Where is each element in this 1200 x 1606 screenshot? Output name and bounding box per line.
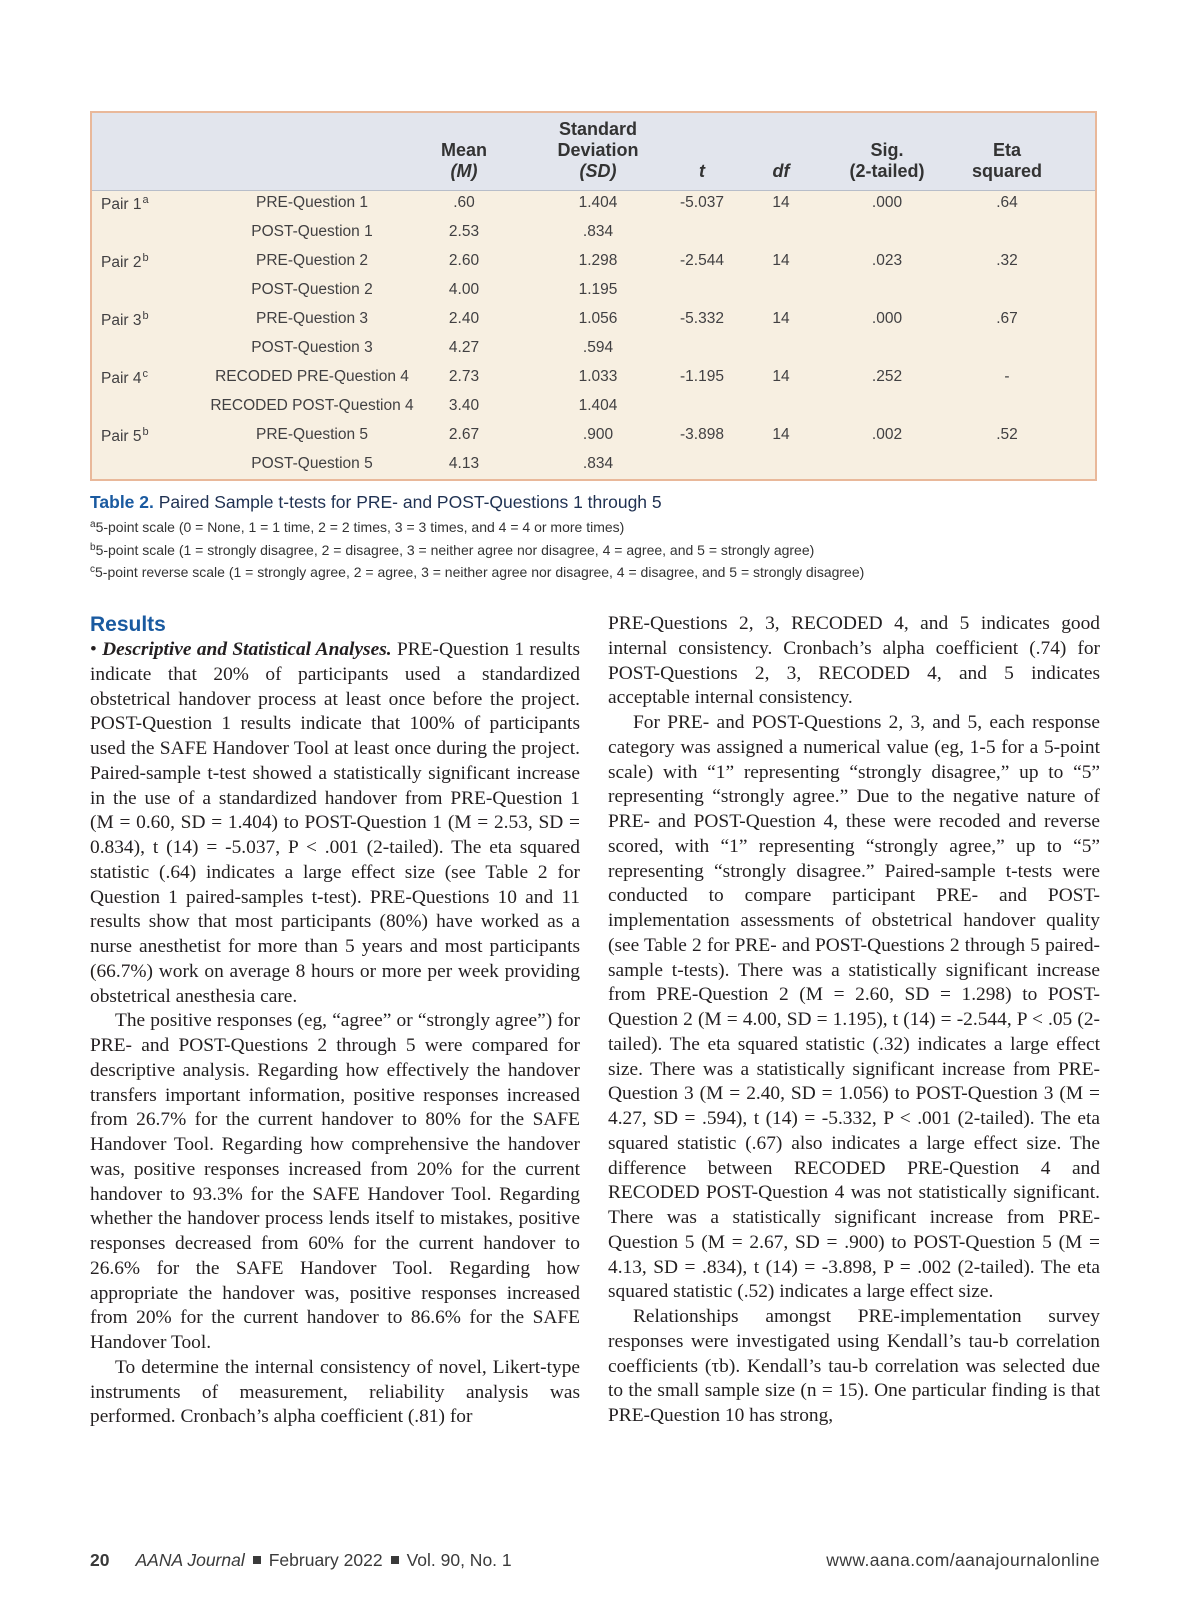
sd-cell: 1.195 <box>578 281 618 298</box>
header-sd-line1: Standard <box>558 119 637 139</box>
table-row <box>92 219 1095 248</box>
sig-cell: .252 <box>871 368 903 385</box>
pair-label <box>101 455 102 475</box>
eta-cell: - <box>1004 368 1010 385</box>
sd-cell: .834 <box>582 455 614 472</box>
caption-text: Paired Sample t-tests for PRE- and POST-Questions 1 through 5 <box>158 492 662 512</box>
footnote-b: $^b$5-point scale (1 = strongly disagree, 2 = disagree, 3 = neither agree nor disagree, 4 = agree, and 5 = strongly agree) <box>90 541 815 558</box>
journal-url[interactable]: www.aana.com/aanajournalonline <box>826 1550 1100 1570</box>
section-title: Results <box>90 613 166 636</box>
eta-cell: .32 <box>996 252 1018 269</box>
data-table <box>90 111 1097 481</box>
item-cell: POST-Question 5 <box>251 455 373 472</box>
df-cell: 14 <box>772 194 790 211</box>
pair-label: Pair 1$^a$ <box>101 194 149 213</box>
table-row <box>92 306 1095 335</box>
right-column <box>608 612 1100 1429</box>
item-cell: RECODED POST-Question 4 <box>210 397 414 414</box>
pair-label: Pair 2$^b$ <box>101 252 149 271</box>
item-cell: POST-Question 1 <box>251 223 373 240</box>
paragraph: PRE-Questions 2, 3, RECODED 4, and 5 indicates good internal consistency. Cronbach’s alpha coefficient (.74) for POST-Questions 2, 3, RECODED 4, and 5 indicates acceptable internal consistency. <box>608 613 1100 709</box>
paragraph: For PRE- and POST-Questions 2, 3, and 5, each response category was assigned a numerical value (eg, 1-5 for a 5-point scale) with “1” representing “strongly disagree,” up to “5” representing “strongly agree.” Due to the negative nature of PRE- and POST-Question 4, these were recoded and reverse scored, with “1” representing “strongly agree,” up to “5” representing “strongly disagree.” Paired-sample t-tests were conducted to compare participant PRE- and POST-implementation assessments of obstetrical handover quality (see Table 2 for PRE- and POST-Questions 2 through 5 paired-sample t-tests). There was a statistically significant increase from PRE-Question 2 (M = 2.60, SD = 1.298) to POST-Question 2 (M = 4.00, SD = 1.195), t (14) = -2.544, P < .05 (2-tailed). The eta squared statistic (.32) indicates a large effect size. There was a statistically significant increase from PRE-Question 3 (M = 2.40, SD = 1.056) to POST-Question 3 (M = 4.27, SD = .594), t (14) = -5.332, P < .001 (2-tailed). The eta squared statistic (.67) also indicates a large effect size. The difference between RECODED PRE-Question 4 and RECODED POST-Question 4 was not statistically significant. There was a statistically significant increase from PRE-Question 5 (M = 2.67, SD = .900) to POST-Question 5 (M = 4.13, SD = .834), t (14) = -3.898, P = .002 (2-tailed). The eta squared statistic (.52) indicates a large effect size. <box>608 712 1100 1303</box>
journal-name: AANA Journal <box>135 1550 245 1570</box>
sd-cell: 1.404 <box>578 397 618 414</box>
caption-label: Table 2. <box>90 492 154 512</box>
sd-cell: 1.404 <box>578 194 618 211</box>
df-cell: 14 <box>772 426 790 443</box>
item-cell: PRE-Question 5 <box>256 426 368 443</box>
table-row <box>92 364 1095 393</box>
df-cell: 14 <box>772 310 790 327</box>
table-row <box>92 422 1095 451</box>
sd-cell: .900 <box>582 426 614 443</box>
table-row <box>92 451 1095 480</box>
square-bullet-icon <box>253 1556 261 1564</box>
header-mean-symbol: (M) <box>450 161 478 181</box>
sd-cell: 1.056 <box>578 310 618 327</box>
table-row <box>92 277 1095 306</box>
t-cell: -1.195 <box>680 368 724 385</box>
mean-cell: 3.40 <box>448 397 480 414</box>
mean-cell: 2.40 <box>448 310 480 327</box>
header-mean <box>419 140 509 182</box>
header-t: t <box>699 161 705 181</box>
issue-date: February 2022 <box>268 1550 383 1570</box>
header-eta-line2: squared <box>971 161 1043 181</box>
paragraph: The positive responses (eg, “agree” or “strongly agree”) for PRE- and POST-Questions 2 through 5 were compared for descriptive analysis. Regarding how effectively the handover transfers important information, positive responses increased from 26.7% for the current handover to 80% for the SAFE Handover Tool. Regarding how comprehensive the handover was, positive responses increased from 20% for the current handover to 93.3% for the SAFE Handover Tool. Regarding whether the handover process lends itself to mistakes, positive responses decreased from 60% for the current handover to 26.6% for the SAFE Handover Tool. Regarding how appropriate the handover was, positive responses increased from 20% for the current handover to 86.6% for the SAFE Handover Tool. <box>90 1010 580 1353</box>
pair-label <box>101 223 102 243</box>
table-row <box>92 190 1095 219</box>
table-header <box>92 113 1095 191</box>
header-eta-line1: Eta <box>992 140 1021 160</box>
runin-heading: Descriptive and Statistical Analyses. <box>102 639 392 660</box>
header-df: df <box>772 161 790 181</box>
eta-cell: .52 <box>996 426 1018 443</box>
sig-cell: .023 <box>871 252 903 269</box>
pair-label: Pair 4$^c$ <box>101 368 148 387</box>
sd-cell: 1.033 <box>578 368 618 385</box>
pair-label <box>101 397 102 417</box>
header-sig-line1: Sig. <box>870 140 904 160</box>
sig-cell: .000 <box>871 194 903 211</box>
df-cell: 14 <box>772 368 790 385</box>
mean-cell: 2.53 <box>448 223 480 240</box>
sd-cell: .594 <box>582 339 614 356</box>
paragraph: To determine the internal consistency of novel, Likert-type instruments of measurement, reliability analysis was performed. Cronbach’s alpha coefficient (.81) for <box>90 1356 580 1428</box>
sig-cell: .002 <box>871 426 903 443</box>
t-cell: -3.898 <box>680 426 724 443</box>
sd-cell: .834 <box>582 223 614 240</box>
pair-label <box>101 281 102 301</box>
item-cell: POST-Question 3 <box>251 339 373 356</box>
header-sig <box>822 140 952 182</box>
header-eta <box>957 140 1057 182</box>
page-number: 20 <box>90 1550 110 1570</box>
header-sig-line2: (2-tailed) <box>849 161 925 181</box>
paragraph: Relationships amongst PRE-implementation survey responses were investigated using Kendall’s tau-b correlation coefficients (τb). Kendall’s tau-b correlation was selected due to the small sample size (n = 15). One particular finding is that PRE-Question 10 has strong, <box>608 1306 1100 1426</box>
left-column <box>90 612 580 1430</box>
pair-label: Pair 3$^b$ <box>101 310 149 329</box>
item-cell: RECODED PRE-Question 4 <box>215 368 409 385</box>
table-row <box>92 393 1095 422</box>
header-sd <box>533 119 663 182</box>
pair-label: Pair 5$^b$ <box>101 426 149 445</box>
mean-cell: 2.60 <box>448 252 480 269</box>
paragraph: • Descriptive and Statistical Analyses. PRE-Question 1 results indicate that 20% of participants used a standardized obstetrical handover process at least once before the project. POST-Question 1 results indicate that 100% of participants used the SAFE Handover Tool at least once during the project. Paired-sample t-test showed a statistically significant increase in the use of a standardized handover from PRE-Question 1 (M = 0.60, SD = 1.404) to POST-Question 1 (M = 2.53, SD = 0.834), t (14) = -5.037, P < .001 (2-tailed). The eta squared statistic (.64) indicates a large effect size (see Table 2 for Question 1 paired-samples t-test). PRE-Questions 10 and 11 results show that most participants (80%) have worked as a nurse anesthetist for more than 5 years and most participants (66.7%) work on average 8 hours or more per week providing obstetrical anesthesia care. <box>90 639 580 1007</box>
mean-cell: 2.73 <box>448 368 480 385</box>
sd-cell: 1.298 <box>578 252 618 269</box>
t-cell: -5.332 <box>680 310 724 327</box>
item-cell: PRE-Question 1 <box>256 194 368 211</box>
pair-label <box>101 339 102 359</box>
footnote-a: $^a$5-point scale (0 = None, 1 = 1 time, 2 = 2 times, 3 = 3 times, and 4 = 4 or more times) <box>90 519 625 535</box>
mean-cell: 4.13 <box>448 455 480 472</box>
page-footer <box>90 1550 512 1571</box>
item-cell: PRE-Question 3 <box>256 310 368 327</box>
sig-cell: .000 <box>871 310 903 327</box>
mean-cell: 4.27 <box>448 339 480 356</box>
item-cell: POST-Question 2 <box>251 281 373 298</box>
volume-info: Vol. 90, No. 1 <box>406 1550 512 1570</box>
caption-title <box>90 492 1100 513</box>
footnote-c: $^c$5-point reverse scale (1 = strongly agree, 2 = agree, 3 = neither agree nor disagree, 4 = disagree, and 5 = strongly disagree) <box>90 564 865 580</box>
t-cell: -5.037 <box>680 194 724 211</box>
mean-cell: .60 <box>453 194 475 211</box>
header-sd-symbol: (SD) <box>579 161 617 181</box>
header-mean-label: Mean <box>440 140 487 160</box>
square-bullet-icon <box>391 1556 399 1564</box>
table-row <box>92 248 1095 277</box>
mean-cell: 2.67 <box>448 426 480 443</box>
df-cell: 14 <box>772 252 790 269</box>
mean-cell: 4.00 <box>448 281 480 298</box>
header-sd-line2: Deviation <box>557 140 639 160</box>
item-cell: PRE-Question 2 <box>256 252 368 269</box>
table-row <box>92 335 1095 364</box>
t-cell: -2.544 <box>680 252 724 269</box>
eta-cell: .64 <box>996 194 1018 211</box>
table-caption <box>90 492 1100 583</box>
eta-cell: .67 <box>996 310 1018 327</box>
